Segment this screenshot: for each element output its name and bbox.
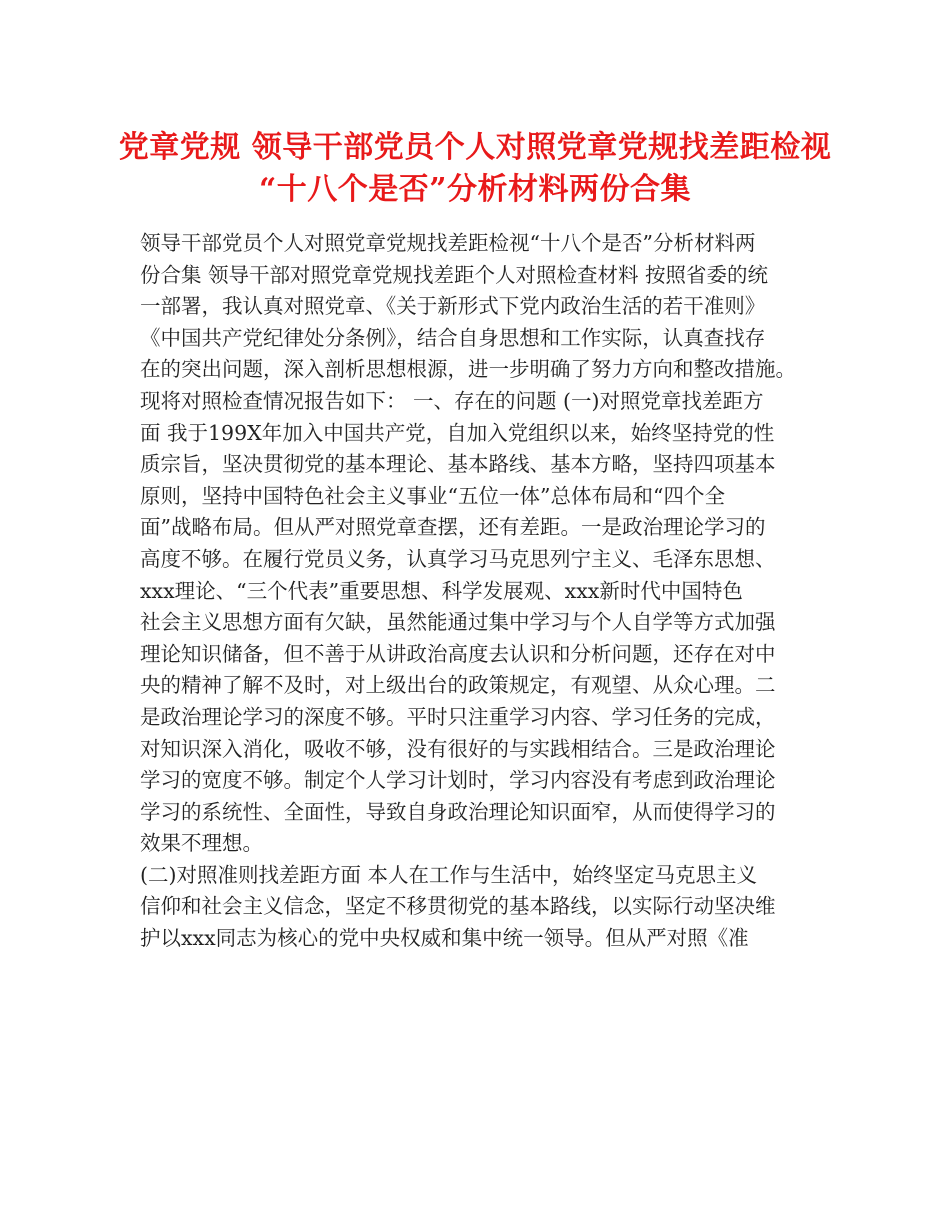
- body-line: 高度不够。在履行党员义务，认真学习马克思列宁主义、毛泽东思想、: [140, 546, 776, 571]
- body-line: 现将对照检查情况报告如下： 一、存在的问题 (一)对照党章找差距方: [140, 388, 764, 413]
- body-line: 是政治理论学习的深度不够。平时只注重学习内容、学习任务的完成，: [140, 704, 776, 729]
- body-line: 理论知识储备，但不善于从讲政治高度去认识和分析问题，还存在对中: [140, 641, 776, 666]
- body-line: 效果不理想。: [140, 831, 263, 856]
- body-line: 央的精神了解不及时，对上级出台的政策规定，有观望、从众心理。二: [140, 673, 776, 698]
- body-line: 质宗旨，坚决贯彻党的基本理论、基本路线、基本方略，坚持四项基本: [140, 452, 776, 477]
- body-line: 领导干部党员个人对照党章党规找差距检视“十八个是否”分析材料两: [140, 231, 756, 255]
- body-line: 原则，坚持中国特色社会主义事业“五位一体”总体布局和“四个全: [140, 483, 725, 508]
- body-line: 对知识深入消化，吸收不够，没有很好的与实践相结合。三是政治理论: [140, 736, 776, 761]
- document-title-line-2: “十八个是否”分析材料两份合集: [258, 172, 691, 207]
- document-body: [140, 228, 830, 955]
- body-line: 面”战略布局。但从严对照党章查摆，还有差距。一是政治理论学习的: [140, 515, 766, 540]
- body-line: xxx理论、“三个代表”重要思想、科学发展观、xxx新时代中国特色: [140, 578, 743, 603]
- body-line: 一部署，我认真对照党章、《关于新形式下党内政治生活的若干准则》: [140, 294, 766, 319]
- body-line: 份合集 领导干部对照党章党规找差距个人对照检查材料 按照省委的统: [140, 262, 769, 287]
- body-line: 《中国共产党纪律处分条例》，结合自身思想和工作实际，认真查找存: [140, 325, 766, 350]
- body-line: 在的突出问题，深入剖析思想根源，进一步明确了努力方向和整改措施。: [140, 357, 796, 382]
- body-line: 护以xxx同志为核心的党中央权威和集中统一领导。但从严对照《准: [140, 926, 749, 951]
- document-title-line-1: 党章党规 领导干部党员个人对照党章党规找差距检视: [118, 130, 832, 165]
- body-line: 面 我于199X年加入中国共产党，自加入党组织以来，始终坚持党的性: [140, 420, 775, 445]
- body-line: (二)对照准则找差距方面 本人在工作与生活中，始终坚定马克思主义: [140, 862, 758, 887]
- body-line: 社会主义思想方面有欠缺，虽然能通过集中学习与个人自学等方式加强: [140, 610, 776, 635]
- body-line: 学习的宽度不够。制定个人学习计划时，学习内容没有考虑到政治理论: [140, 768, 776, 793]
- body-line: 信仰和社会主义信念，坚定不移贯彻党的基本路线，以实际行动坚决维: [140, 894, 776, 919]
- body-line: 学习的系统性、全面性，导致自身政治理论知识面窄，从而使得学习的: [140, 799, 776, 824]
